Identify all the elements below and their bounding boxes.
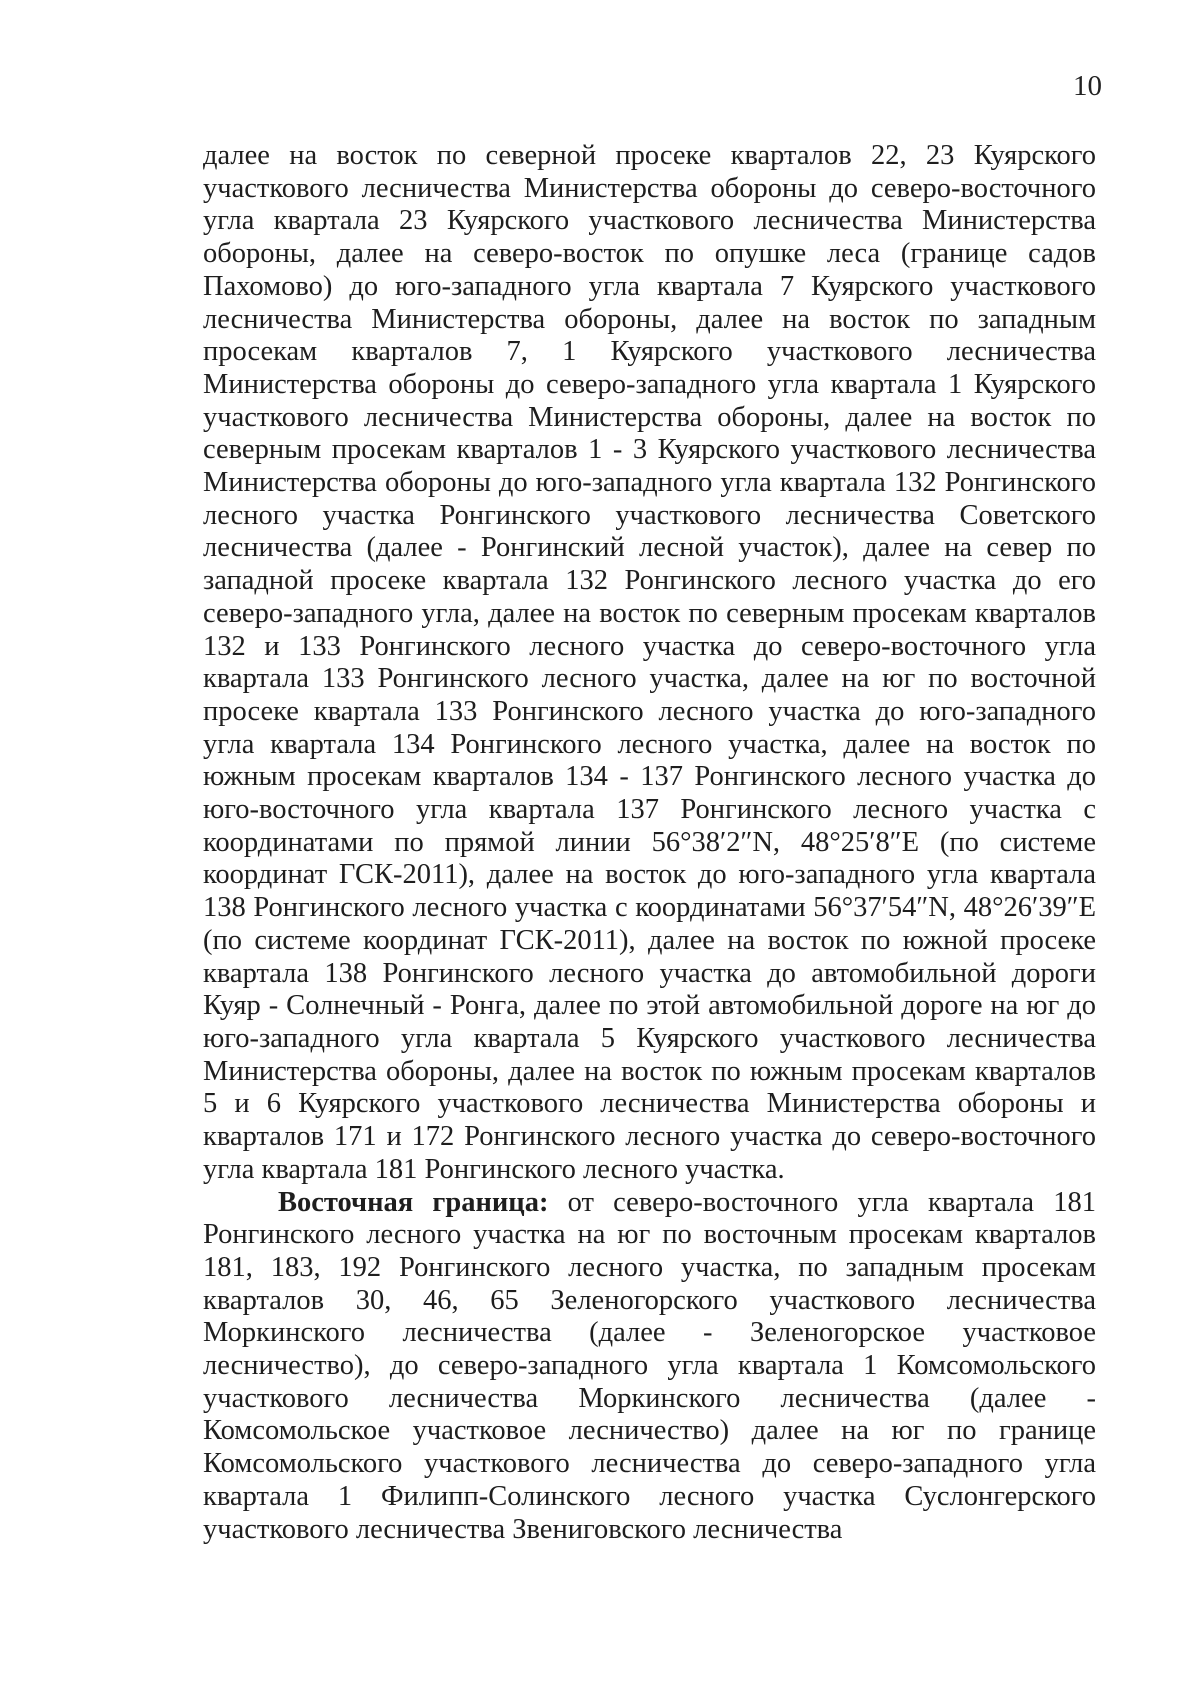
paragraph-eastern-boundary <box>203 1187 1096 1547</box>
paragraph-boundary-continuation <box>203 140 1096 1187</box>
paragraph-lead: Восточная граница: <box>278 1186 549 1218</box>
document-body <box>203 140 1096 1546</box>
paragraph-text: далее на восток по северной просеке кварталов 22, 23 Куярского участкового лесничества Министерства обороны до северо-восточного угла квартала 23 Куярского участкового лесничества Министерства обороны, далее на северо-восток по опушке леса (границе садов Пахомово) до юго-западного угла квартала 7 Куярского участкового лесничества Министерства обороны, далее на восток по западным просекам кварталов 7, 1 Куярского участкового лесничества Министерства обороны до северо-западного угла квартала 1 Куярского участкового лесничества Министерства обороны, далее на восток по северным просекам кварталов 1 - 3 Куярского участкового лесничества Министерства обороны до юго-западного угла квартала 132 Ронгинского лесного участка Ронгинского участкового лесничества Советского лесничества (далее - Ронгинский лесной участок), далее на север по западной просеке квартала 132 Ронгинского лесного участка до его северо-западного угла, далее на восток по северным просекам кварталов 132 и 133 Ронгинского лесного участка до северо-восточного угла квартала 133 Ронгинского лесного участка, далее на юг по восточной просеке квартала 133 Ронгинского лесного участка до юго-западного угла квартала 134 Ронгинского лесного участка, далее на восток по южным просекам кварталов 134 - 137 Ронгинского лесного участка до юго-восточного угла квартала 137 Ронгинского лесного участка с координатами по прямой линии 56°38′2″N, 48°25′8″E (по системе координат ГСК-2011), далее на восток до юго-западного угла квартала 138 Ронгинского лесного участка с координатами 56°37′54″N, 48°26′39″E (по системе координат ГСК-2011), далее на восток по южной просеке квартала 138 Ронгинского лесного участка до автомобильной дороги Куяр - Солнечный - Ронга, далее по этой автомобильной дороге на юг до юго-западного угла квартала 5 Куярского участкового лесничества Министерства обороны, далее на восток по южным просекам кварталов 5 и 6 Куярского участкового лесничества Министерства обороны и кварталов 171 и 172 Ронгинского лесного участка до северо-восточного угла квартала 181 Ронгинского лесного участка. <box>203 140 1096 1185</box>
page-number: 10 <box>1073 70 1102 102</box>
paragraph-text: от северо-восточного угла квартала 181 Ронгинского лесного участка на юг по восточным просекам кварталов 181, 183, 192 Ронгинского лесного участка, по западным просекам кварталов 30, 46, 65 Зеленогорского участкового лесничества Моркинского лесничества (далее - Зеленогорское участковое лесничество), до северо-западного угла квартала 1 Комсомольского участкового лесничества Моркинского лесничества (далее - Комсомольское участковое лесничество) далее на юг по границе Комсомольского участкового лесничества до северо-западного угла квартала 1 Филипп-Солинского лесного участка Суслонгерского участкового лесничества Звениговского лесничества <box>203 1186 1096 1545</box>
